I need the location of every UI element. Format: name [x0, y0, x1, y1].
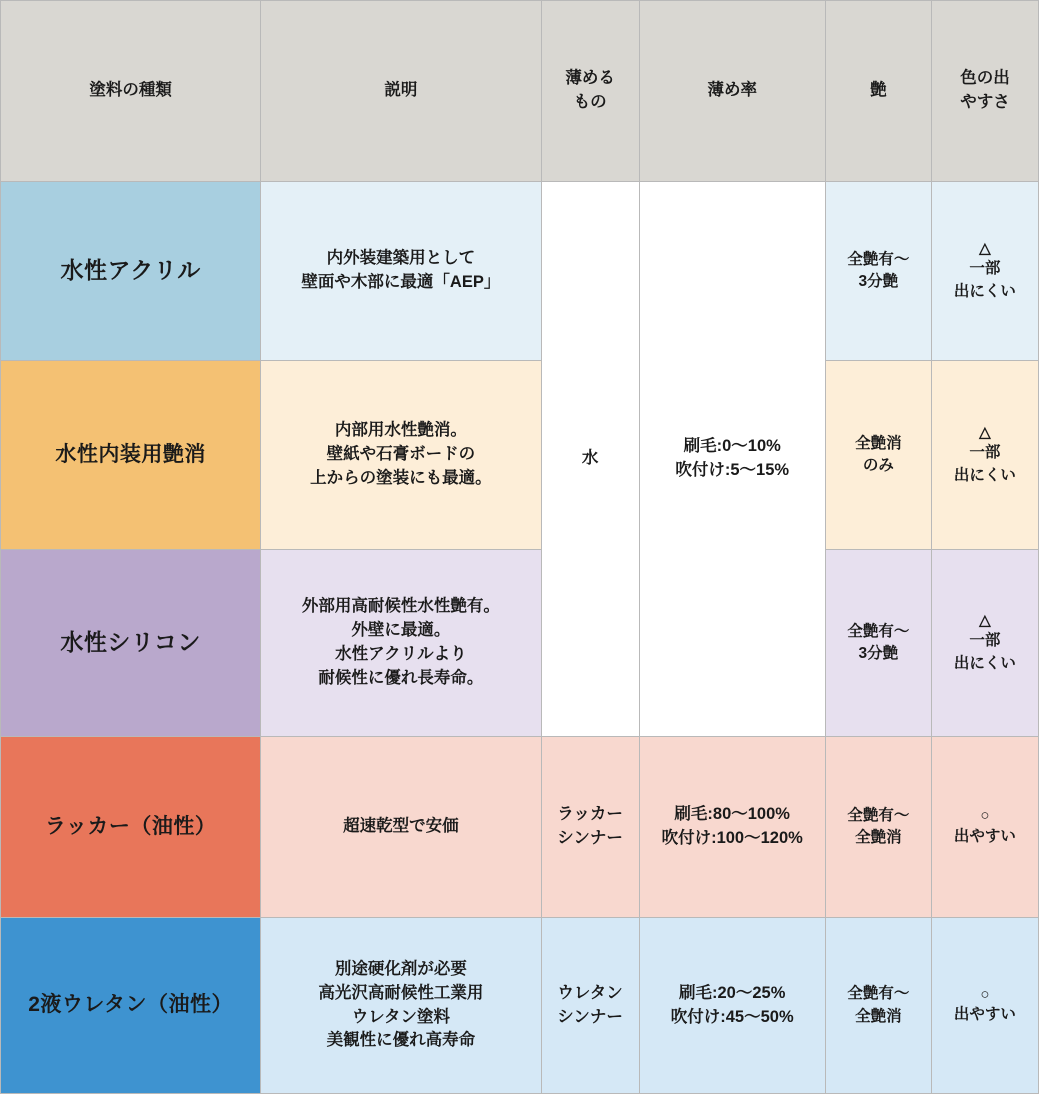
- thinner-urethane-line2: シンナー: [557, 1007, 623, 1026]
- header-thinner: [541, 1, 639, 182]
- description-urethane: [261, 918, 541, 1094]
- header-gloss-label: 艶: [870, 81, 887, 100]
- table-row: [1, 918, 1039, 1094]
- color-ease-lacquer-mark: ○: [980, 807, 990, 825]
- header-dilution-rate: [639, 1, 825, 182]
- description-silicon-line1: 外部用高耐候性水性艶有。: [301, 597, 500, 616]
- table-header-row: [1, 1, 1039, 182]
- description-silicon: [261, 550, 541, 737]
- description-urethane-line4: 美観性に優れ高寿命: [326, 1031, 476, 1050]
- header-dilution-rate-label: 薄め率: [707, 81, 757, 100]
- table-row: [1, 737, 1039, 918]
- description-interior-matte-line2: 壁紙や石膏ボードの: [326, 445, 476, 464]
- description-urethane-line3: ウレタン塗料: [351, 1007, 451, 1026]
- color-ease-silicon: [931, 550, 1038, 737]
- dilution-rate-lacquer-line2: 吹付け:100〜120%: [661, 829, 803, 847]
- description-acrylic: [261, 182, 541, 361]
- color-ease-interior-matte-line1: 一部: [969, 444, 1001, 462]
- table-row: [1, 182, 1039, 361]
- table-row: [1, 361, 1039, 550]
- color-ease-urethane-mark: ○: [980, 985, 990, 1003]
- description-lacquer: [261, 737, 541, 918]
- description-urethane-line2: 高光沢高耐候性工業用: [318, 983, 484, 1002]
- color-ease-silicon-line1: 一部: [969, 632, 1001, 650]
- dilution-rate-urethane-line1: 刷毛:20〜25%: [679, 983, 786, 1002]
- thinner-lacquer: [541, 737, 639, 918]
- color-ease-interior-matte-line2: 出にくい: [953, 466, 1016, 484]
- header-thinner-label-line1: 薄める: [565, 69, 615, 88]
- gloss-acrylic-line1: 全艶有〜: [847, 250, 910, 268]
- description-lacquer-line1: 超速乾型で安価: [343, 817, 459, 836]
- gloss-urethane: [825, 918, 931, 1094]
- paint-type-silicon: [1, 550, 261, 737]
- color-ease-acrylic-line1: 一部: [969, 260, 1001, 278]
- table-row: [1, 550, 1039, 737]
- dilution-rate-water-line1: 刷毛:0〜10%: [683, 437, 781, 456]
- thinner-lacquer-line2: シンナー: [557, 829, 623, 847]
- color-ease-lacquer-line1: 出やすい: [953, 827, 1016, 845]
- paint-type-interior-matte: [1, 361, 261, 550]
- header-color-ease-label-line1: 色の出: [960, 69, 1010, 88]
- gloss-interior-matte-line1: 全艶消: [855, 434, 902, 452]
- description-interior-matte-line1: 内部用水性艶消。: [334, 421, 467, 440]
- color-ease-lacquer: [931, 737, 1038, 918]
- color-ease-urethane: [931, 918, 1038, 1094]
- thinner-water-label: 水: [581, 449, 599, 468]
- color-ease-interior-matte-mark: △: [979, 423, 991, 441]
- paint-type-acrylic-label: 水性アクリル: [60, 257, 201, 284]
- header-description: [261, 1, 541, 182]
- dilution-rate-urethane-line2: 吹付け:45〜50%: [670, 1007, 794, 1026]
- paint-type-urethane: [1, 918, 261, 1094]
- thinner-lacquer-line1: ラッカー: [557, 805, 623, 824]
- description-urethane-line1: 別途硬化剤が必要: [334, 959, 467, 978]
- header-color-ease-label-line2: やすさ: [960, 93, 1010, 111]
- gloss-urethane-line1: 全艶有〜: [847, 985, 910, 1003]
- dilution-rate-lacquer: [639, 737, 825, 918]
- gloss-silicon-line2: 3分艶: [858, 645, 899, 662]
- description-silicon-line3: 水性アクリルより: [335, 645, 467, 663]
- dilution-rate-lacquer-line1: 刷毛:80〜100%: [674, 805, 790, 824]
- paint-type-silicon-label: 水性シリコン: [60, 629, 201, 656]
- thinner-water: [541, 182, 639, 737]
- description-silicon-line2: 外壁に最適。: [351, 621, 451, 640]
- thinner-urethane-line1: ウレタン: [557, 983, 623, 1002]
- color-ease-interior-matte: [931, 361, 1038, 550]
- gloss-acrylic: [825, 182, 931, 361]
- paint-type-lacquer: [1, 737, 261, 918]
- gloss-acrylic-line2: 3分艶: [858, 273, 899, 290]
- gloss-lacquer-line1: 全艶有〜: [847, 806, 910, 824]
- header-description-label: 説明: [384, 81, 418, 100]
- header-color-ease: [931, 1, 1038, 182]
- gloss-lacquer: [825, 737, 931, 918]
- gloss-silicon-line1: 全艶有〜: [847, 622, 910, 640]
- color-ease-silicon-mark: △: [979, 611, 991, 629]
- color-ease-acrylic: [931, 182, 1038, 361]
- paint-type-acrylic: [1, 182, 261, 361]
- color-ease-acrylic-line2: 出にくい: [953, 282, 1016, 300]
- gloss-interior-matte: [825, 361, 931, 550]
- color-ease-silicon-line2: 出にくい: [953, 654, 1016, 672]
- gloss-interior-matte-line2: のみ: [862, 457, 894, 474]
- header-paint-type: [1, 1, 261, 182]
- description-acrylic-line2: 壁面や木部に最適「AEP」: [301, 273, 501, 291]
- header-thinner-label-line2: もの: [573, 93, 607, 111]
- header-paint-type-label: 塗料の種類: [89, 81, 172, 100]
- color-ease-acrylic-mark: △: [979, 239, 991, 257]
- description-acrylic-line1: 内外装建築用として: [326, 249, 476, 268]
- description-interior-matte-line3: 上からの塗装にも最適。: [310, 468, 492, 487]
- description-interior-matte: [261, 361, 541, 550]
- gloss-urethane-line2: 全艶消: [855, 1007, 902, 1025]
- paint-type-lacquer-label: ラッカー（油性）: [44, 814, 217, 838]
- paint-type-interior-matte-label: 水性内装用艶消: [55, 442, 206, 466]
- gloss-silicon: [825, 550, 931, 737]
- description-silicon-line4: 耐候性に優れ長寿命。: [318, 668, 484, 687]
- gloss-lacquer-line2: 全艶消: [855, 829, 902, 846]
- header-gloss: [825, 1, 931, 182]
- dilution-rate-urethane: [639, 918, 825, 1094]
- color-ease-urethane-line1: 出やすい: [953, 1006, 1016, 1024]
- thinner-urethane: [541, 918, 639, 1094]
- paint-type-urethane-label: 2液ウレタン（油性）: [28, 993, 234, 1017]
- dilution-rate-water-line2: 吹付け:5〜15%: [675, 461, 790, 479]
- dilution-rate-water: [639, 182, 825, 737]
